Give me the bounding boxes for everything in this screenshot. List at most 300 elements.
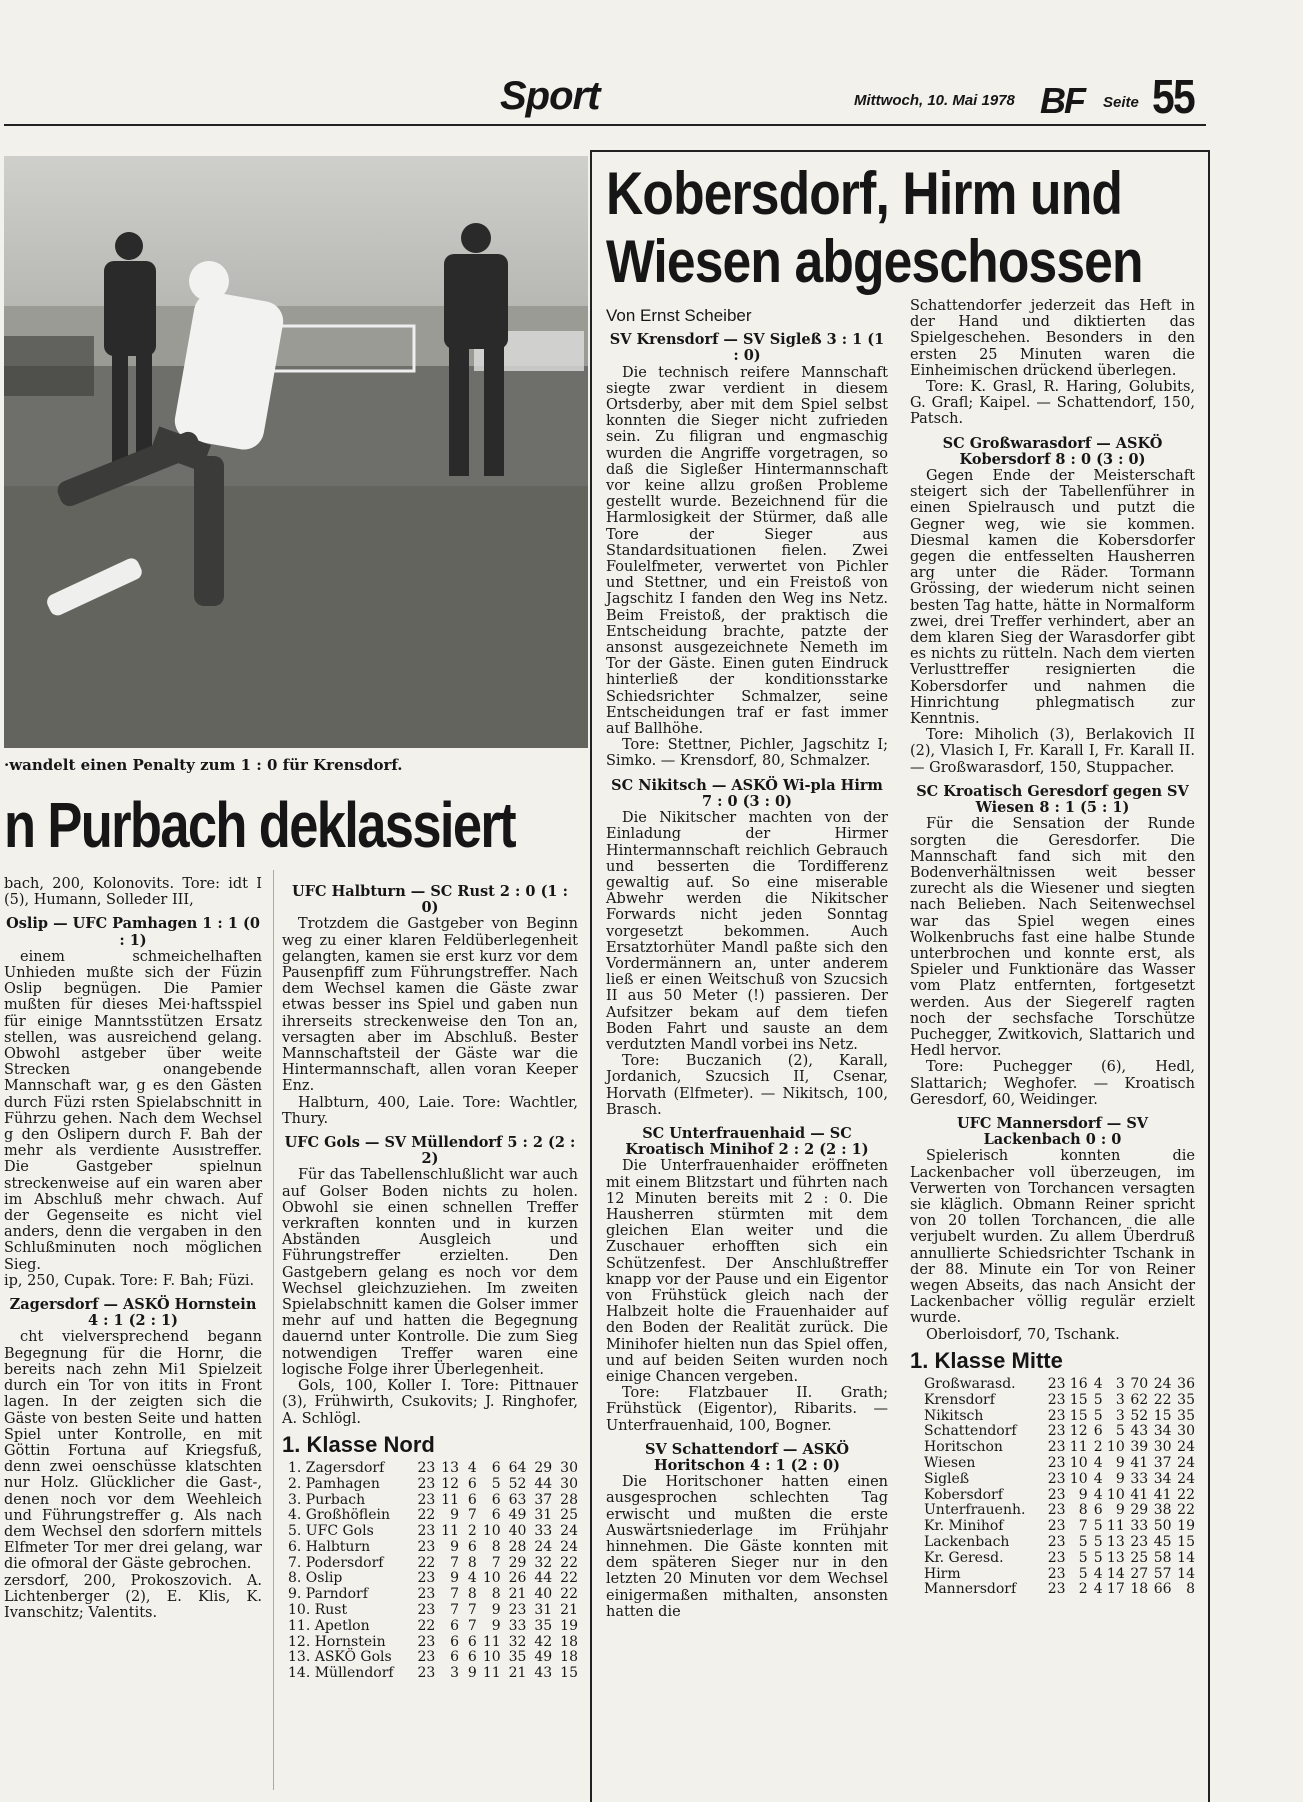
table-row <box>288 1477 578 1493</box>
table-cell: 6 <box>1093 1423 1103 1440</box>
table-cell: 24 <box>1177 1439 1195 1456</box>
article-paragraph: cht vielversprechend begann Begegnung für die Hornr, die bereits nach zehn Mi1 Spielzeit durch ein Tor von itits in Front lagen. In der zeigten sich die Gäste von besten Seite und hatten Spiel unter Kontrolle, en mit Göttin Fortuna auf Kriegsfuß, denn zwei oenschüsse klatschten nur Holz. Glücklicher die Gast-, denen noch vor dem Weehleich und Führungstreffer g. Als nach dem Wechsel den sdorfern mittels Elfmeter Tor mer drei gelang, war die ofmoral der Gäste gebrochen. <box>4 1329 262 1573</box>
table-cell: 62 <box>1130 1391 1149 1408</box>
article-paragraph: Tore: Flatzbauer II. Grath; Frühstück (Eigentor), Ribarits. — Unterfrauenhaid, 100, Bogner. <box>606 1385 888 1434</box>
table-cell: 23 <box>1047 1423 1066 1440</box>
table-cell: 22 <box>1177 1486 1195 1503</box>
table-cell: 13 <box>441 1459 460 1476</box>
table-row <box>288 1603 578 1619</box>
table-cell: 10 <box>482 1570 501 1587</box>
table-cell: 23 <box>1047 1502 1066 1519</box>
article-column-b <box>282 876 578 1682</box>
table-cell: 40 <box>508 1523 527 1540</box>
table-cell: 9 <box>1115 1470 1125 1487</box>
table-cell: 3 <box>450 1665 460 1682</box>
table-cell: 38 <box>1153 1502 1172 1519</box>
table-cell: 6 <box>467 1538 477 1555</box>
table-cell: 19 <box>560 1617 578 1634</box>
table-cell: 14 <box>1106 1565 1125 1582</box>
table-cell: 11 <box>1069 1439 1088 1456</box>
table-cell: 8 <box>1078 1502 1088 1519</box>
table-cell: 44 <box>534 1570 553 1587</box>
column-b-text <box>282 884 578 1427</box>
table-cell: 37 <box>1153 1454 1172 1471</box>
article-column-a <box>4 876 262 1621</box>
article-paragraph: Tore: K. Grasl, R. Haring, Golubits, G. Grafl; Kaipel. — Schattendorf, 150, Patsch. <box>910 379 1195 428</box>
table-cell: 45 <box>1153 1533 1172 1550</box>
table-cell: 30 <box>560 1459 578 1476</box>
table-cell: 6 <box>467 1491 477 1508</box>
table-cell: 29 <box>534 1459 553 1476</box>
table-cell: 58 <box>1153 1549 1172 1566</box>
table-row <box>924 1567 1195 1583</box>
table-cell: 23 <box>417 1602 436 1619</box>
table-cell: 22 <box>560 1570 578 1587</box>
table-row <box>288 1650 578 1666</box>
header-rule <box>4 124 1206 126</box>
team-name: 14. Müllendorf <box>288 1665 394 1682</box>
table-cell: 7 <box>450 1586 460 1603</box>
team-name: Krensdorf <box>924 1391 995 1408</box>
table-cell: 21 <box>508 1586 527 1603</box>
table-cell: 4 <box>1093 1565 1103 1582</box>
table-cell: 15 <box>560 1665 578 1682</box>
table-cell: 30 <box>1177 1423 1195 1440</box>
table-cell: 23 <box>1047 1533 1066 1550</box>
table-cell: 7 <box>450 1554 460 1571</box>
article-column-d <box>910 298 1195 1598</box>
team-name: Kobersdorf <box>924 1486 1003 1503</box>
table-row <box>924 1456 1195 1472</box>
table-cell: 3 <box>1115 1376 1125 1392</box>
article-paragraph: zersdorf, 200, Prokoszovich. A. Lichtenberger (2), E. Klis, K. Ivanschitz; Valentits. <box>4 1572 262 1621</box>
team-name: Horitschon <box>924 1439 1003 1456</box>
page-label: Seite <box>1103 94 1139 111</box>
table-cell: 31 <box>534 1602 553 1619</box>
table-cell: 35 <box>534 1617 553 1634</box>
table-cell: 5 <box>1078 1533 1088 1550</box>
table-cell: 18 <box>560 1633 578 1650</box>
team-name: Mannersdorf <box>924 1581 1017 1598</box>
table-cell: 23 <box>417 1459 436 1476</box>
table-cell: 35 <box>1177 1407 1195 1424</box>
table-cell: 19 <box>1177 1518 1195 1535</box>
headline-right <box>606 160 1143 296</box>
table-cell: 9 <box>467 1665 477 1682</box>
team-name: 12. Hornstein <box>288 1633 386 1650</box>
table-cell: 22 <box>1177 1502 1195 1519</box>
table-row <box>924 1535 1195 1551</box>
team-name: 9. Parndorf <box>288 1586 368 1603</box>
article-paragraph: Die Horitschoner hatten einen ausgesprochen schlechten Tag erwischt und mußten die erste Auswärtsniederlage im Frühjahr hinnehmen. Die Gäste konnten mit dem späteren Sieger nur in den letzten 20 Minuten vor dem Wechsel einigermaßen mithalten, ansonsten hatten die <box>606 1474 888 1620</box>
table-cell: 24 <box>560 1523 578 1540</box>
section-title: Sport <box>500 74 600 118</box>
table-cell: 22 <box>417 1554 436 1571</box>
team-name: 4. Großhöflein <box>288 1507 391 1524</box>
table-cell: 5 <box>1078 1549 1088 1566</box>
table-cell: 23 <box>1047 1376 1066 1392</box>
headline-right-line2: Wiesen abgeschossen <box>606 228 1143 295</box>
table-cell: 10 <box>1069 1470 1088 1487</box>
match-heading: Oslip — UFC Pamhagen 1 : 1 (0 : 1) <box>6 915 260 949</box>
table-cell: 33 <box>1130 1518 1149 1535</box>
table-cell: 9 <box>491 1617 501 1634</box>
article-paragraph: Für die Sensation der Runde sorgten die Geresdorfer. Die Mannschaft fand sich mit den Bodenverhältnissen weit besser zurecht als die Wiesener und siegten nach Belieben. Nach Seitenwechsel war das Spiel wegen eines Wolkenbruchs fast eine halbe Stunde unterbrochen und konnte erst, als Spieler und Funktionäre das Wasser vom Platz entfernten, fortgesetzt werden. Aus der Siegerelf ragten noch der sechsfache Torschütze Puchegger, Zwitkovich, Slattarich und Hedl hervor. <box>910 816 1195 1060</box>
team-name: 3. Purbach <box>288 1491 366 1508</box>
table-cell: 2 <box>1093 1439 1103 1456</box>
table-cell: 10 <box>1106 1486 1125 1503</box>
column-d-text <box>910 298 1195 1343</box>
team-name: 13. ASKÖ Gols <box>288 1649 392 1666</box>
match-photo <box>4 156 588 748</box>
table-cell: 23 <box>417 1491 436 1508</box>
table-cell: 37 <box>534 1491 553 1508</box>
table-cell: 9 <box>450 1507 460 1524</box>
table-cell: 30 <box>560 1475 578 1492</box>
issue-date: Mittwoch, 10. Mai 1978 <box>854 92 1015 109</box>
team-name: 8. Oslip <box>288 1570 343 1587</box>
match-heading: SC Kroatisch Geresdorf gegen SV Wiesen 8 : 1 (5 : 1) <box>916 782 1189 817</box>
table-cell: 23 <box>1047 1581 1066 1598</box>
table-cell: 33 <box>1130 1470 1149 1487</box>
table-cell: 32 <box>534 1554 553 1571</box>
article-paragraph: Für das Tabellenschlußlicht war auch auf Golser Boden nichts zu holen. Obwohl sie einen schnellen Treffer verkraften konnten und in kurzen Abständen Ausgleich und Führungstreffer erzielten. Den Gastgebern gelang es noch vor dem Wechsel gleichzuziehen. Im zweiten Spielabschnitt kamen die Golser immer mehr auf und hatten die Begegnung dauernd unter Kontrolle. Die zum Sieg notwendigen Treffer waren eine logische Folge ihrer Überlegenheit. <box>282 1167 578 1378</box>
table-cell: 17 <box>1106 1581 1125 1598</box>
table-cell: 33 <box>508 1617 527 1634</box>
team-name: 11. Apetlon <box>288 1617 370 1634</box>
team-name: Kr. Geresd. <box>924 1549 1004 1566</box>
table-cell: 8 <box>491 1586 501 1603</box>
table-cell: 5 <box>1078 1565 1088 1582</box>
team-name: 2. Pamhagen <box>288 1475 380 1492</box>
table-cell: 4 <box>1093 1376 1103 1392</box>
table-cell: 23 <box>1047 1518 1066 1535</box>
table-cell: 4 <box>1093 1486 1103 1503</box>
table-cell: 23 <box>417 1649 436 1666</box>
table-cell: 8 <box>491 1538 501 1555</box>
table-cell: 23 <box>1047 1407 1066 1424</box>
table-cell: 41 <box>1130 1486 1149 1503</box>
table-cell: 5 <box>1093 1391 1103 1408</box>
table-cell: 34 <box>1153 1470 1172 1487</box>
article-paragraph: Tore: Miholich (3), Berlakovich II (2), Vlasich I, Fr. Karall I, Fr. Karall II. — Großwarasdorf, 150, Stuppacher. <box>910 727 1195 776</box>
article-paragraph: Tore: Stettner, Pichler, Jagschitz I; Simko. — Krensdorf, 80, Schmalzer. <box>606 737 888 770</box>
table-cell: 23 <box>1047 1391 1066 1408</box>
table-cell: 27 <box>1130 1565 1149 1582</box>
match-heading: UFC Gols — SV Müllendorf 5 : 2 (2 : 2) <box>284 1134 576 1168</box>
table-row <box>288 1524 578 1540</box>
table-cell: 21 <box>560 1602 578 1619</box>
table-cell: 23 <box>417 1586 436 1603</box>
table-cell: 6 <box>450 1617 460 1634</box>
table-cell: 15 <box>1069 1407 1088 1424</box>
table-row <box>924 1424 1195 1440</box>
table-cell: 11 <box>1106 1518 1125 1535</box>
table-row <box>288 1493 578 1509</box>
article-paragraph: Tore: Buczanich (2), Karall, Jordanich, Szucsich II, Csenar, Horvath (Elfmeter). — Nikitsch, 100, Brasch. <box>606 1053 888 1118</box>
table-row <box>288 1666 578 1682</box>
article-column-c <box>606 308 888 1620</box>
table-cell: 32 <box>508 1633 527 1650</box>
team-name: Nikitsch <box>924 1407 984 1424</box>
table-cell: 3 <box>1115 1391 1125 1408</box>
table-cell: 34 <box>1153 1423 1172 1440</box>
table-cell: 70 <box>1130 1376 1149 1392</box>
table-cell: 28 <box>508 1538 527 1555</box>
table-cell: 22 <box>560 1554 578 1571</box>
table-cell: 23 <box>417 1538 436 1555</box>
table-cell: 40 <box>534 1586 553 1603</box>
article-paragraph: Die technisch reifere Mannschaft siegte zwar verdient in diesem Ortsderby, aber mit dem Spiel selbst konnten die Sieger nicht zufrieden sein. Zu filigran und engmaschig wurden die Angriffe vorgetragen, so daß die Sigleßer Hintermannschaft vor keine allzu großen Probleme gestellt wurde. Bezeichnend für die Harmlosigkeit der Stürmer, daß alle Tore der Sieger aus Standardsituationen fielen. Zwei Foulelfmeter, verwertet von Pichler und Stettner, und ein Freistoß von Jagschitz I fanden den Weg ins Netz. Beim Freistoß, der praktisch die Entscheidung brachte, patzte der ansonst ausgezeichnete Nemeth im Tor der Gäste. Einen guten Eindruck hinterließ der konditionsstarke Schiedsrichter Schmalzer, seine Entscheidungen traf er fast immer auf Ballhöhe. <box>606 364 888 738</box>
article-paragraph: Die Unterfrauenhaider eröffneten mit einem Blitzstart und führten nach 12 Minuten bereits mit 2 : 0. Die Hausherren stürmten mit dem gleichen Elan weiter und die Zuschauer erhofften sich ein Schützenfest. Der Anschlußtreffer knapp vor der Pause und ein Eigentor von Frühstück gleich nach der Halbzeit holte die Frauenhaider auf den Boden der Realität zurück. Die Minihofer hielten nun das Spiel offen, und auf beiden Seiten wurden noch einige Chancen vergeben. <box>606 1158 888 1385</box>
article-paragraph: Die Nikitscher machten von der Einladung der Hirmer Hintermannschaft reichlich Gebrauch und besserten die Tordifferenz gewaltig auf. So eine miserable Abwehr werden die Nikitscher Forwards nicht jeden Sonntag vorgesetzt bekommen. Auch Ersatztorhüter Mandl paßte sich den Vordermännern an, unter anderem ließ er einen Weitschuß von Szucsich II aus 50 Meter (!) passieren. Der Aufsitzer bekam auf dem tiefen Boden Fahrt und sauste an dem verdutzten Mandl vorbei ins Netz. <box>606 810 888 1053</box>
match-heading: SC Unterfrauenhaid — SC Kroatisch Minihof 2 : 2 (2 : 1) <box>625 1124 869 1159</box>
table-cell: 23 <box>1047 1470 1066 1487</box>
table-cell: 49 <box>534 1649 553 1666</box>
table-cell: 4 <box>467 1570 477 1587</box>
byline: Von Ernst Scheiber <box>606 306 752 325</box>
table-cell: 57 <box>1153 1565 1172 1582</box>
table-cell: 35 <box>508 1649 527 1666</box>
table-nord-title: 1. Klasse Nord <box>282 1431 435 1457</box>
table-cell: 23 <box>417 1665 436 1682</box>
table-cell: 14 <box>1177 1549 1195 1566</box>
table-cell: 24 <box>534 1538 553 1555</box>
table-cell: 9 <box>450 1570 460 1587</box>
table-cell: 5 <box>1093 1518 1103 1535</box>
table-cell: 6 <box>491 1491 501 1508</box>
table-cell: 9 <box>491 1602 501 1619</box>
team-name: 6. Halbturn <box>288 1538 371 1555</box>
table-row <box>924 1377 1195 1393</box>
table-cell: 11 <box>482 1665 501 1682</box>
team-name: Schattendorf <box>924 1423 1017 1440</box>
table-row <box>288 1571 578 1587</box>
table-cell: 66 <box>1153 1581 1172 1598</box>
table-cell: 8 <box>467 1586 477 1603</box>
table-cell: 23 <box>1047 1439 1066 1456</box>
table-row <box>924 1519 1195 1535</box>
table-cell: 63 <box>508 1491 527 1508</box>
article-paragraph: Gegen Ende der Meisterschaft steigert sich der Tabellenführer in einen Spielrausch und putzt die Gegner weg, wie sie kommen. Diesmal kamen die Kobersdorfer gegen die entfesselten Hausherren arg unter die Räder. Tormann Grössing, der wiederum nicht seinen besten Tag hatte, hätte in Normalform zwei, drei Treffer verhindert, aber an dem klaren Sieg der Warasdorfer gibt es nichts zu rütteln. Nach dem vierten Verlusttreffer resignierten die Kobersdorfer und nahmen die Hinrichtung phlegmatisch zur Kenntnis. <box>910 468 1195 728</box>
table-cell: 6 <box>450 1649 460 1666</box>
table-cell: 11 <box>441 1491 460 1508</box>
table-cell: 29 <box>508 1554 527 1571</box>
table-mitte <box>924 1377 1195 1598</box>
table-cell: 41 <box>1130 1454 1149 1471</box>
match-heading: UFC Mannersdorf — SV Lackenbach 0 : 0 <box>956 1114 1149 1149</box>
table-row <box>288 1540 578 1556</box>
match-heading: SC Nikitsch — ASKÖ Wi-pla Hirm 7 : 0 (3 : 0) <box>611 776 883 810</box>
table-cell: 5 <box>1115 1423 1125 1440</box>
table-cell: 22 <box>560 1586 578 1603</box>
table-cell: 23 <box>1047 1454 1066 1471</box>
table-cell: 8 <box>1186 1581 1195 1598</box>
table-cell: 6 <box>467 1649 477 1666</box>
table-cell: 5 <box>1093 1407 1103 1424</box>
photo-caption: ·wandelt einen Penalty zum 1 : 0 für Krensdorf. <box>4 756 403 774</box>
table-cell: 64 <box>508 1459 527 1476</box>
team-name: 5. UFC Gols <box>288 1523 374 1540</box>
table-cell: 30 <box>1153 1439 1172 1456</box>
team-name: 7. Podersdorf <box>288 1554 384 1571</box>
table-row <box>288 1556 578 1572</box>
table-cell: 43 <box>1130 1423 1149 1440</box>
article-paragraph: einem schmeichelhaften Unhieden mußte sich der Füzin Oslip begnügen. Die Pamier mußten für dieses Mei·haftsspiel für einige Manntsstützen Ersatz stellen, was ausreichend gelang. Obwohl astgeber über weite Strecken onangebende Mannschaft war, g es den Gästen durch Füzi rsten Spielabschnitt in Führzu gehen. Nach dem Wechsel g den Oslipern durch F. Bah der mehr als verdiente Ausıstreffer. Die Gastgeber spielnun streckenweise auf ein waren aber im Abschluß mehr chwach. Auf der Gegenseite es nicht viel anders, denn die vergaben in den Schlußminuten noch möglichen Sieg. <box>4 948 262 1273</box>
table-row <box>924 1472 1195 1488</box>
table-cell: 7 <box>491 1554 501 1571</box>
table-cell: 23 <box>1047 1549 1066 1566</box>
table-cell: 9 <box>450 1538 460 1555</box>
article-paragraph: Gols, 100, Koller I. Tore: Pittnauer (3), Frühwirth, Csukovits; J. Ringhofer, A. Schlögl. <box>282 1378 578 1427</box>
table-cell: 7 <box>467 1507 477 1524</box>
table-cell: 4 <box>1093 1470 1103 1487</box>
table-row <box>288 1508 578 1524</box>
table-cell: 31 <box>534 1507 553 1524</box>
page-number: 55 <box>1152 71 1194 124</box>
table-cell: 11 <box>482 1633 501 1650</box>
table-cell: 18 <box>560 1649 578 1666</box>
article-paragraph: Trotzdem die Gastgeber von Beginn weg zu einer klaren Feldüberlegenheit gelangten, kamen sie erst kurz vor dem Pausenpfiff zum Führungstreffer. Nach dem Wechsel kamen die Gäste zwar etwas besser ins Spiel und gaben nun ihrerseits streckenweise den Ton an, versagten aber im Abschluß. Bester Mannschaftsteil der Gäste war die Hintermannschaft, allen voran Keeper Enz. <box>282 916 578 1095</box>
table-row <box>288 1461 578 1477</box>
table-cell: 21 <box>508 1665 527 1682</box>
table-cell: 8 <box>467 1554 477 1571</box>
table-cell: 24 <box>1153 1376 1172 1392</box>
table-cell: 6 <box>491 1507 501 1524</box>
table-row <box>924 1488 1195 1504</box>
table-cell: 6 <box>1093 1502 1103 1519</box>
table-row <box>288 1619 578 1635</box>
table-cell: 3 <box>1115 1407 1125 1424</box>
table-cell: 24 <box>1177 1470 1195 1487</box>
table-row <box>288 1587 578 1603</box>
table-nord <box>288 1461 578 1682</box>
table-cell: 23 <box>417 1570 436 1587</box>
team-name: Großwarasd. <box>924 1376 1016 1392</box>
table-cell: 15 <box>1069 1391 1088 1408</box>
table-cell: 10 <box>482 1649 501 1666</box>
table-cell: 7 <box>467 1617 477 1634</box>
table-cell: 29 <box>1130 1502 1149 1519</box>
table-cell: 13 <box>1106 1533 1125 1550</box>
article-paragraph: Halbturn, 400, Laie. Tore: Wachtler, Thury. <box>282 1094 578 1127</box>
article-paragraph: Schattendorfer jederzeit das Heft in der Hand und diktierten das Spielgeschehen. Besonders in den ersten 25 Minuten waren die Einheimischen drückend überlegen. <box>910 298 1195 379</box>
table-cell: 52 <box>508 1475 527 1492</box>
table-cell: 7 <box>467 1602 477 1619</box>
table-row <box>924 1409 1195 1425</box>
table-cell: 12 <box>1069 1423 1088 1440</box>
table-cell: 33 <box>534 1523 553 1540</box>
team-name: Hirm <box>924 1565 961 1582</box>
table-cell: 2 <box>467 1523 477 1540</box>
table-cell: 23 <box>417 1475 436 1492</box>
table-cell: 26 <box>508 1570 527 1587</box>
article-paragraph: Spielerisch konnten die Lackenbacher voll überzeugen, im Verwerten von Torchancen versagten sie kläglich. Obmann Reiner spricht von 20 tollen Torchancen, die alle verjubelt wurden. Zu allem Überdruß annullierte Schiedsrichter Tschank in der 88. Minute ein Tor von Reiner wegen Abseits, das nach Ansicht der Lackenbacher völlig regulär erzielt wurde. <box>910 1148 1195 1327</box>
table-cell: 14 <box>1177 1565 1195 1582</box>
match-heading: Zagersdorf — ASKÖ Hornstein 4 : 1 (2 : 1) <box>9 1296 257 1330</box>
table-cell: 2 <box>1078 1581 1088 1598</box>
column-c-text <box>606 332 888 1620</box>
table-cell: 9 <box>1115 1502 1125 1519</box>
table-cell: 25 <box>560 1507 578 1524</box>
table-cell: 35 <box>1177 1391 1195 1408</box>
table-cell: 15 <box>1153 1407 1172 1424</box>
team-name: Sigleß <box>924 1470 970 1487</box>
table-cell: 43 <box>534 1665 553 1682</box>
table-cell: 50 <box>1153 1518 1172 1535</box>
table-cell: 22 <box>417 1507 436 1524</box>
table-cell: 4 <box>467 1459 477 1476</box>
table-row <box>924 1582 1195 1598</box>
table-cell: 6 <box>467 1475 477 1492</box>
headline-right-line1: Kobersdorf, Hirm und <box>606 160 1123 227</box>
table-mitte-title: 1. Klasse Mitte <box>910 1347 1063 1373</box>
table-cell: 23 <box>417 1523 436 1540</box>
article-paragraph: Oberloisdorf, 70, Tschank. <box>926 1326 1120 1343</box>
table-cell: 6 <box>467 1633 477 1650</box>
table-cell: 4 <box>1093 1581 1103 1598</box>
table-cell: 10 <box>482 1523 501 1540</box>
article-paragraph: bach, 200, Kolonovits. Tore: idt I (5), Humann, Solleder III, <box>4 876 262 909</box>
match-heading: SV Krensdorf — SV Sigleß 3 : 1 (1 : 0) <box>609 331 885 365</box>
table-cell: 7 <box>450 1602 460 1619</box>
table-cell: 39 <box>1130 1439 1149 1456</box>
table-cell: 36 <box>1177 1376 1195 1392</box>
table-cell: 42 <box>534 1633 553 1650</box>
table-cell: 6 <box>491 1459 501 1476</box>
team-name: 1. Zagersdorf <box>288 1459 385 1476</box>
table-cell: 5 <box>1093 1549 1103 1566</box>
match-heading: SC Großwarasdorf — ASKÖ Kobersdorf 8 : 0 (3 : 0) <box>942 434 1163 468</box>
table-cell: 41 <box>1153 1486 1172 1503</box>
table-row <box>924 1503 1195 1519</box>
table-cell: 13 <box>1106 1549 1125 1566</box>
table-cell: 22 <box>417 1617 436 1634</box>
table-cell: 24 <box>1177 1454 1195 1471</box>
column-divider <box>273 870 274 1790</box>
table-row <box>924 1440 1195 1456</box>
table-cell: 18 <box>1130 1581 1149 1598</box>
newspaper-logo: BF <box>1040 80 1084 121</box>
table-row <box>924 1551 1195 1567</box>
table-cell: 23 <box>417 1633 436 1650</box>
table-cell: 10 <box>1106 1439 1125 1456</box>
team-name: Wiesen <box>924 1454 976 1471</box>
team-name: Lackenbach <box>924 1533 1010 1550</box>
table-cell: 24 <box>560 1538 578 1555</box>
table-cell: 28 <box>560 1491 578 1508</box>
table-cell: 25 <box>1130 1549 1149 1566</box>
article-paragraph: Tore: Puchegger (6), Hedl, Slattarich; Weghofer. — Kroatisch Geresdorf, 60, Weidinger. <box>910 1059 1195 1108</box>
table-cell: 11 <box>441 1523 460 1540</box>
table-cell: 23 <box>1047 1486 1066 1503</box>
team-name: Unterfrauenh. <box>924 1502 1026 1519</box>
table-cell: 23 <box>508 1602 527 1619</box>
table-row <box>924 1393 1195 1409</box>
table-cell: 7 <box>1078 1518 1088 1535</box>
match-heading: SV Schattendorf — ASKÖ Horitschon 4 : 1 (2 : 0) <box>644 1440 850 1475</box>
table-cell: 23 <box>1047 1565 1066 1582</box>
table-cell: 49 <box>508 1507 527 1524</box>
table-cell: 52 <box>1130 1407 1149 1424</box>
table-cell: 4 <box>1093 1454 1103 1471</box>
table-cell: 5 <box>491 1475 501 1492</box>
table-cell: 5 <box>1093 1533 1103 1550</box>
headline-left: n Purbach deklassiert <box>4 789 515 861</box>
table-cell: 23 <box>1130 1533 1149 1550</box>
table-cell: 9 <box>1078 1486 1088 1503</box>
table-cell: 15 <box>1177 1533 1195 1550</box>
